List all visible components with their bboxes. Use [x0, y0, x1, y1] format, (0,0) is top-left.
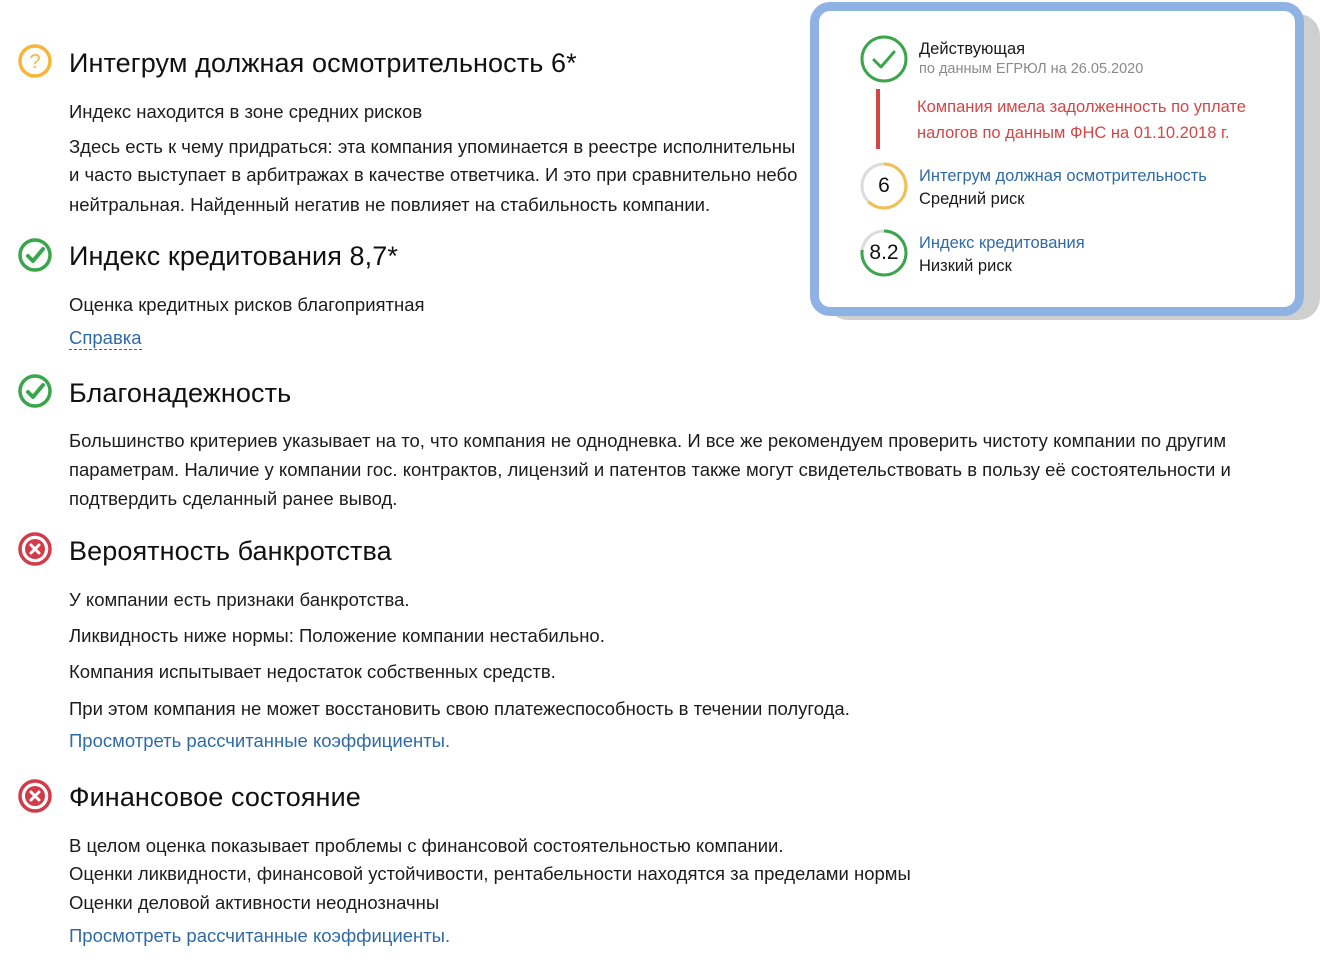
- credit-index-card-link[interactable]: Индекс кредитования: [919, 234, 1085, 252]
- financial-text-2: Оценки ликвидности, финансовой устойчивости, рентабельности находятся за пределами нормы: [69, 863, 911, 884]
- status-source: по данным ЕГРЮЛ на 26.05.2020: [919, 61, 1144, 77]
- due-diligence-title: Интегрум должная осмотрительность 6*: [69, 48, 577, 78]
- credit-risk: Низкий риск: [919, 257, 1012, 275]
- bankruptcy-text-4: При этом компания не может восстановить свою платежеспособность в течении полугода.: [69, 698, 850, 719]
- error-circle-icon: [18, 532, 50, 564]
- due-diligence-card-link[interactable]: Интегрум должная осмотрительность: [919, 167, 1207, 185]
- bankruptcy-text-1: У компании есть признаки банкротства.: [69, 589, 410, 610]
- due-diligence-score-ring: [862, 164, 906, 208]
- reliability-text-3: подтвердить сделанный ранее вывод.: [69, 488, 398, 509]
- timeline-line: [876, 89, 880, 149]
- reliability-text-1: Большинство критериев указывает на то, что компания не однодневка. И все же рекомендуем проверить чистоту компании по другим: [69, 430, 1227, 451]
- svg-text:?: ?: [29, 51, 41, 73]
- bankruptcy-text-3: Компания испытывает недостаток собственных средств.: [69, 661, 556, 682]
- credit-index-help-link-wrap: [69, 324, 142, 352]
- due-diligence-text-2: и часто выступает в арбитражах в качестве ответчика. И это при сравнительно небо: [69, 164, 798, 185]
- reliability-title: Благонадежность: [69, 378, 292, 408]
- check-circle-icon: [18, 238, 50, 270]
- tax-debt-warning-1: Компания имела задолженность по уплате: [917, 98, 1246, 116]
- check-circle-icon: [18, 374, 50, 406]
- financial-coefficients-link[interactable]: Просмотреть рассчитанные коэффициенты.: [69, 925, 451, 946]
- error-circle-icon: [18, 779, 50, 811]
- credit-score-ring: [862, 231, 906, 275]
- bankruptcy-text-2: Ликвидность ниже нормы: Положение компании нестабильно.: [69, 625, 605, 646]
- active-check-icon: [862, 37, 906, 81]
- tax-debt-warning-2: налогов по данным ФНС на 01.10.2018 г.: [917, 124, 1230, 142]
- reliability-text-2: параметрам. Наличие у компании гос. контрактов, лицензий и патентов также могут свидетельствовать в пользу её состоятельности и: [69, 459, 1231, 480]
- due-diligence-summary: Индекс находится в зоне средних рисков: [69, 101, 423, 122]
- credit-index-text: Оценка кредитных рисков благоприятная: [69, 294, 425, 315]
- due-diligence-text-1: Здесь есть к чему придраться: эта компания упоминается в реестре исполнительны: [69, 136, 796, 157]
- company-status: Действующая: [919, 40, 1026, 58]
- company-summary-card: [810, 2, 1304, 316]
- help-link[interactable]: Справка: [69, 327, 142, 348]
- question-icon: [18, 44, 50, 76]
- due-diligence-text-3: нейтральная. Найденный негатив не повлияет на стабильность компании.: [69, 194, 711, 215]
- financial-text-3: Оценки деловой активности неоднозначны: [69, 892, 440, 913]
- credit-score: 8.2: [869, 241, 899, 264]
- due-diligence-risk: Средний риск: [919, 190, 1025, 208]
- financial-text-1: В целом оценка показывает проблемы с финансовой состоятельностью компании.: [69, 835, 784, 856]
- financial-title: Финансовое состояние: [69, 782, 361, 812]
- bankruptcy-coefficients-link[interactable]: Просмотреть рассчитанные коэффициенты.: [69, 730, 451, 751]
- bankruptcy-title: Вероятность банкротства: [69, 536, 392, 566]
- credit-index-title: Индекс кредитования 8,7*: [69, 241, 398, 271]
- due-diligence-score: 6: [878, 174, 890, 197]
